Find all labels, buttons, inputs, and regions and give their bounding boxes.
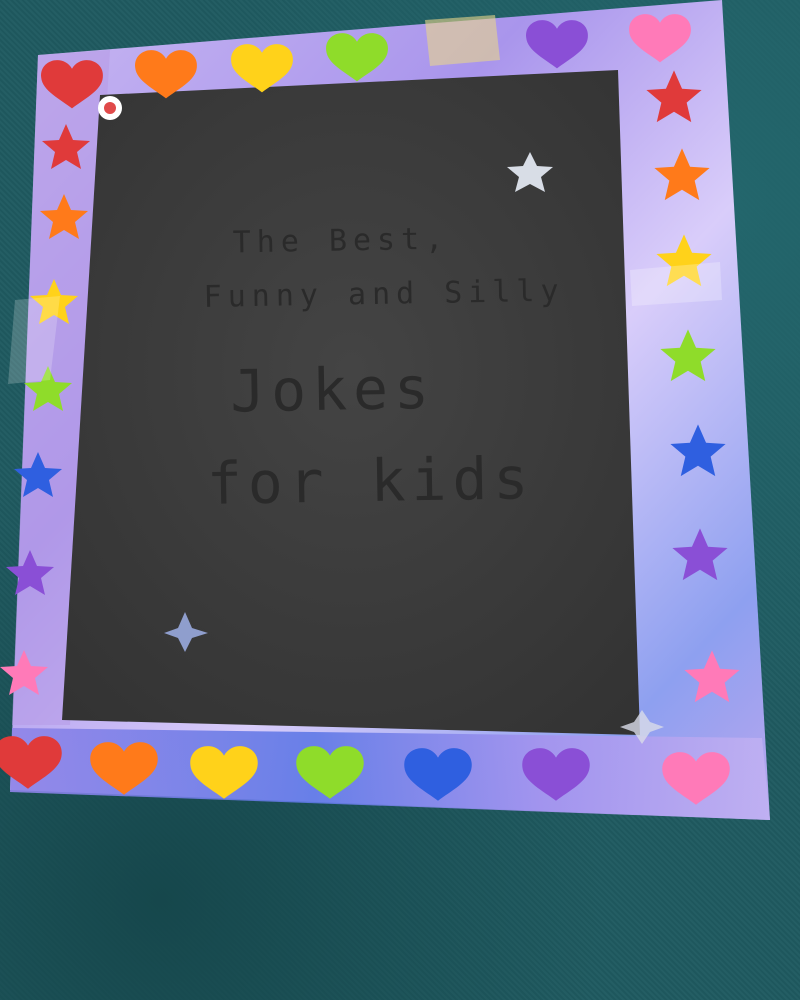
flower-sticker-center	[104, 102, 116, 114]
title-line-3: Jokes	[229, 353, 436, 426]
gold-sparkle-patch	[425, 15, 500, 66]
title-line-4: for kids	[206, 444, 535, 518]
title-line-1: The Best,	[232, 221, 450, 261]
title-line-2: Funny and Silly	[203, 273, 565, 315]
handwritten-title	[107, 210, 633, 539]
